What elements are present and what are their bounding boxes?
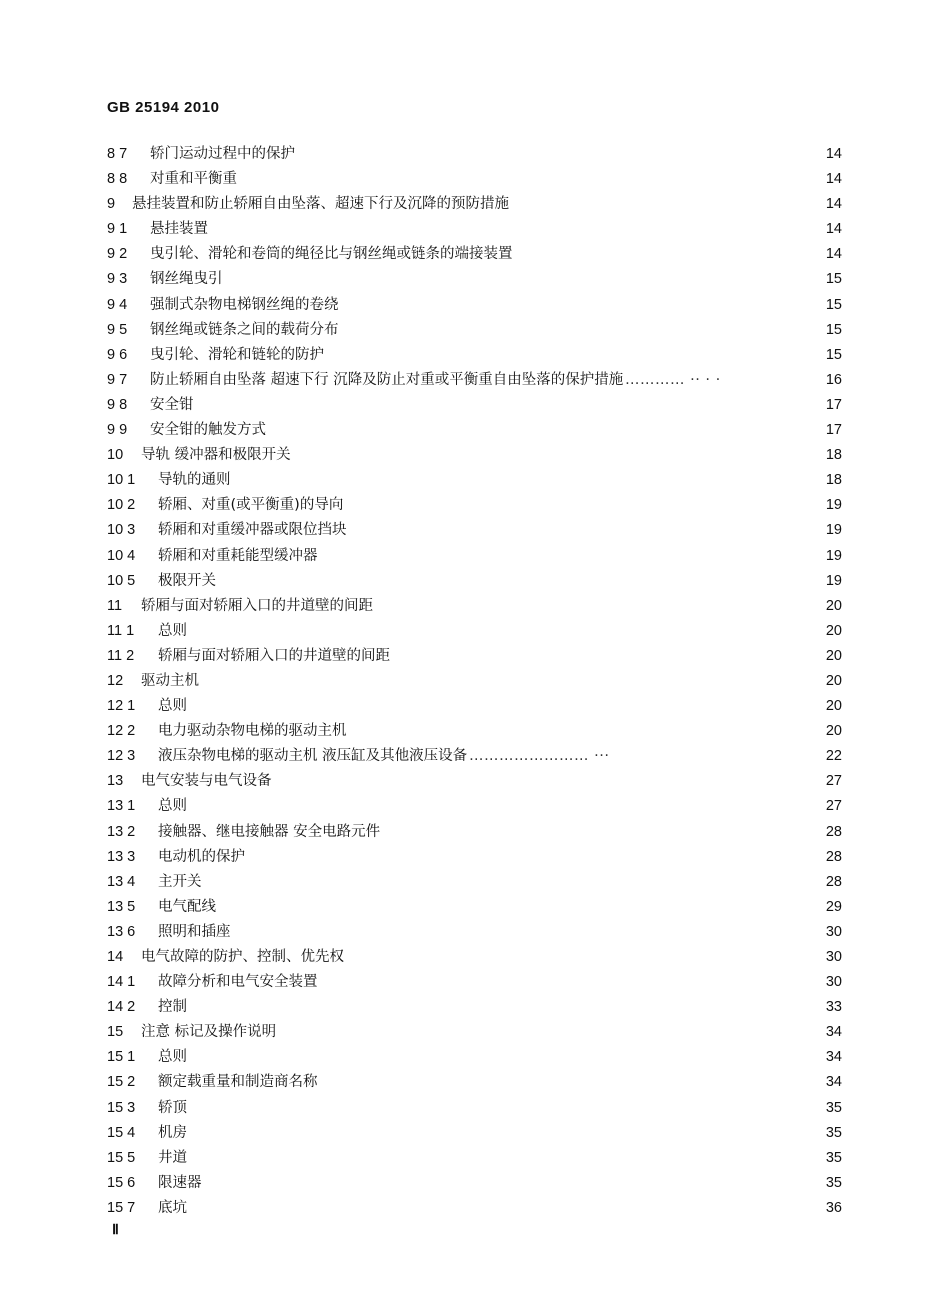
toc-entry-page: 22 bbox=[825, 748, 842, 765]
toc-entry bbox=[107, 192, 847, 217]
toc-entry-number: 9 9 bbox=[107, 422, 128, 439]
toc-entry-number: 14 2 bbox=[107, 999, 136, 1016]
toc-entry-title: 照明和插座 bbox=[158, 923, 231, 940]
toc-entry-title: 强制式杂物电梯钢丝绳的卷绕 bbox=[150, 296, 339, 313]
toc-entry-number: 15 7 bbox=[107, 1199, 136, 1216]
toc-entry-leader-dots: ………… ·· · · bbox=[625, 371, 721, 388]
toc-entry-number: 15 6 bbox=[107, 1174, 136, 1191]
toc-entry-number: 10 2 bbox=[107, 497, 136, 514]
toc-entry-page: 33 bbox=[825, 999, 842, 1016]
toc-entry bbox=[107, 619, 847, 644]
toc-entry-title: 控制 bbox=[158, 999, 187, 1016]
toc-entry-page: 35 bbox=[825, 1124, 842, 1141]
toc-entry-page: 18 bbox=[825, 472, 842, 489]
toc-entry-page: 28 bbox=[825, 873, 842, 890]
toc-entry bbox=[107, 895, 847, 920]
toc-entry-number: 15 1 bbox=[107, 1049, 136, 1066]
toc-entry-number: 15 4 bbox=[107, 1124, 136, 1141]
toc-entry bbox=[107, 217, 847, 242]
table-of-contents bbox=[107, 142, 847, 1221]
toc-entry-title: 轿厢与面对轿厢入口的井道壁的间距 bbox=[141, 597, 373, 614]
toc-entry-title: 总则 bbox=[158, 622, 187, 639]
toc-entry-page: 14 bbox=[825, 171, 842, 188]
toc-entry-page: 27 bbox=[825, 773, 842, 790]
toc-entry-page: 20 bbox=[825, 723, 842, 740]
toc-entry-title: 电动机的保护 bbox=[158, 848, 245, 865]
toc-entry-title: 轿厢、对重(或平衡重)的导向 bbox=[158, 497, 344, 514]
toc-entry-number: 9 2 bbox=[107, 246, 128, 263]
toc-entry-page: 20 bbox=[825, 597, 842, 614]
toc-entry-page: 19 bbox=[825, 572, 842, 589]
toc-entry-title: 轿厢与面对轿厢入口的井道壁的间距 bbox=[158, 647, 390, 664]
toc-entry bbox=[107, 744, 847, 769]
toc-entry-title: 钢丝绳曳引 bbox=[150, 271, 223, 288]
toc-entry-page: 14 bbox=[825, 196, 842, 213]
toc-entry-title: 总则 bbox=[158, 698, 187, 715]
toc-entry-title: 对重和平衡重 bbox=[150, 171, 237, 188]
toc-entry-title: 导轨 缓冲器和极限开关 bbox=[141, 447, 291, 464]
toc-entry-page: 14 bbox=[825, 221, 842, 238]
toc-entry-page: 35 bbox=[825, 1174, 842, 1191]
toc-entry bbox=[107, 644, 847, 669]
toc-entry bbox=[107, 1070, 847, 1095]
toc-entry-number: 11 2 bbox=[107, 647, 135, 664]
toc-entry bbox=[107, 493, 847, 518]
toc-entry bbox=[107, 769, 847, 794]
toc-entry-title: 轿门运动过程中的保护 bbox=[150, 146, 295, 162]
toc-entry-number: 11 bbox=[107, 597, 123, 614]
toc-entry-page: 15 bbox=[825, 321, 842, 338]
toc-entry-number: 12 1 bbox=[107, 698, 136, 715]
toc-entry bbox=[107, 318, 847, 343]
toc-entry bbox=[107, 167, 847, 192]
toc-entry-number: 8 8 bbox=[107, 171, 128, 188]
toc-entry-number: 15 3 bbox=[107, 1099, 136, 1116]
toc-entry-page: 35 bbox=[825, 1149, 842, 1166]
toc-entry bbox=[107, 142, 847, 167]
toc-entry-number: 11 1 bbox=[107, 622, 135, 639]
toc-entry-number: 12 bbox=[107, 672, 124, 689]
toc-entry bbox=[107, 719, 847, 744]
toc-entry-page: 20 bbox=[825, 647, 842, 664]
toc-entry-number: 13 4 bbox=[107, 873, 136, 890]
toc-entry-title: 底坑 bbox=[158, 1199, 187, 1216]
document-header: GB 25194 2010 bbox=[107, 99, 220, 116]
toc-entry-page: 15 bbox=[825, 346, 842, 363]
toc-entry-title: 导轨的通则 bbox=[158, 472, 231, 489]
toc-entry-number: 10 5 bbox=[107, 572, 136, 589]
toc-entry-page: 36 bbox=[825, 1199, 842, 1216]
toc-entry bbox=[107, 1171, 847, 1196]
toc-entry-number: 10 3 bbox=[107, 522, 136, 539]
toc-entry-page: 30 bbox=[825, 949, 842, 965]
toc-entry-title: 额定载重量和制造商名称 bbox=[158, 1074, 318, 1091]
toc-entry-number: 9 4 bbox=[107, 296, 128, 313]
toc-entry bbox=[107, 1045, 847, 1070]
toc-entry-page: 30 bbox=[825, 923, 842, 940]
toc-entry bbox=[107, 1146, 847, 1171]
toc-entry-number: 10 1 bbox=[107, 472, 136, 489]
toc-entry-number: 12 2 bbox=[107, 723, 136, 740]
toc-entry bbox=[107, 343, 847, 368]
toc-entry bbox=[107, 1121, 847, 1146]
toc-entry-leader-dots: …………………… ··· bbox=[469, 748, 610, 765]
toc-entry-number: 14 bbox=[107, 949, 124, 965]
toc-entry-title: 总则 bbox=[158, 1049, 187, 1066]
toc-entry-number: 9 5 bbox=[107, 321, 128, 338]
toc-entry-title: 悬挂装置 bbox=[150, 221, 208, 238]
toc-entry-page: 34 bbox=[825, 1024, 842, 1041]
toc-entry-page: 17 bbox=[825, 422, 842, 439]
toc-entry-page: 19 bbox=[825, 547, 842, 564]
toc-entry-title: 总则 bbox=[158, 798, 187, 815]
toc-entry-number: 13 1 bbox=[107, 798, 136, 815]
toc-entry bbox=[107, 920, 847, 945]
toc-entry bbox=[107, 468, 847, 493]
toc-entry-title: 曳引轮、滑轮和链轮的防护 bbox=[150, 346, 324, 363]
toc-entry bbox=[107, 794, 847, 819]
toc-entry-title: 主开关 bbox=[158, 873, 202, 890]
toc-entry bbox=[107, 1196, 847, 1221]
toc-entry-number: 10 4 bbox=[107, 547, 136, 564]
toc-entry-number: 9 1 bbox=[107, 221, 128, 238]
toc-entry bbox=[107, 418, 847, 443]
toc-entry-page: 27 bbox=[825, 798, 842, 815]
page-number-roman: Ⅱ bbox=[112, 1223, 119, 1238]
toc-entry bbox=[107, 267, 847, 292]
toc-entry-number: 15 5 bbox=[107, 1149, 136, 1166]
toc-entry-title: 电气安装与电气设备 bbox=[141, 773, 272, 790]
toc-entry bbox=[107, 669, 847, 694]
toc-entry bbox=[107, 393, 847, 418]
toc-entry bbox=[107, 995, 847, 1020]
toc-entry-title: 安全钳 bbox=[150, 396, 194, 413]
toc-entry-number: 9 3 bbox=[107, 271, 128, 288]
toc-entry bbox=[107, 242, 847, 267]
toc-entry-title: 电气配线 bbox=[158, 898, 216, 915]
toc-entry-title: 防止轿厢自由坠落 超速下行 沉降及防止对重或平衡重自由坠落的保护措施 bbox=[150, 371, 624, 388]
toc-entry-title: 曳引轮、滑轮和卷筒的绳径比与钢丝绳或链条的端接装置 bbox=[150, 246, 513, 263]
toc-entry bbox=[107, 569, 847, 594]
toc-entry bbox=[107, 1096, 847, 1121]
toc-entry bbox=[107, 1020, 847, 1045]
toc-entry-number: 15 2 bbox=[107, 1074, 136, 1091]
toc-entry-page: 15 bbox=[825, 271, 842, 288]
toc-entry bbox=[107, 518, 847, 543]
toc-entry-page: 20 bbox=[825, 698, 842, 715]
toc-entry-page: 15 bbox=[825, 296, 842, 313]
toc-entry bbox=[107, 870, 847, 895]
toc-entry-title: 故障分析和电气安全装置 bbox=[158, 974, 318, 991]
toc-entry-title: 机房 bbox=[158, 1124, 187, 1141]
toc-entry-page: 35 bbox=[825, 1099, 842, 1116]
toc-entry bbox=[107, 544, 847, 569]
toc-entry-page: 28 bbox=[825, 823, 842, 840]
toc-entry-page: 30 bbox=[825, 974, 842, 991]
toc-entry-page: 20 bbox=[825, 622, 842, 639]
toc-entry-title: 极限开关 bbox=[158, 572, 216, 589]
toc-entry-page: 14 bbox=[825, 246, 842, 263]
toc-entry-number: 9 6 bbox=[107, 346, 128, 363]
toc-entry-title: 井道 bbox=[158, 1149, 187, 1166]
toc-entry-title: 悬挂装置和防止轿厢自由坠落、超速下行及沉降的预防措施 bbox=[132, 196, 509, 213]
toc-entry-number: 10 bbox=[107, 447, 124, 464]
toc-entry-title: 接触器、继电接触器 安全电路元件 bbox=[158, 823, 381, 840]
toc-entry-title: 电力驱动杂物电梯的驱动主机 bbox=[158, 723, 347, 740]
toc-entry bbox=[107, 945, 847, 970]
toc-entry-number: 15 bbox=[107, 1024, 124, 1041]
toc-entry-title: 液压杂物电梯的驱动主机 液压缸及其他液压设备 bbox=[158, 748, 468, 765]
toc-entry-title: 轿顶 bbox=[158, 1099, 187, 1116]
toc-entry-page: 17 bbox=[825, 396, 842, 413]
toc-entry bbox=[107, 820, 847, 845]
toc-entry bbox=[107, 694, 847, 719]
toc-entry-number: 9 bbox=[107, 196, 116, 213]
toc-entry-title: 轿厢和对重耗能型缓冲器 bbox=[158, 547, 318, 564]
toc-entry bbox=[107, 293, 847, 318]
toc-entry-page: 34 bbox=[825, 1049, 842, 1066]
toc-entry-page: 34 bbox=[825, 1074, 842, 1091]
toc-entry bbox=[107, 443, 847, 468]
toc-entry-page: 18 bbox=[825, 447, 842, 464]
toc-entry-page: 16 bbox=[825, 371, 842, 388]
toc-entry-number: 13 2 bbox=[107, 823, 136, 840]
toc-entry bbox=[107, 368, 847, 393]
toc-entry-title: 注意 标记及操作说明 bbox=[141, 1024, 277, 1041]
toc-entry bbox=[107, 970, 847, 995]
toc-entry-title: 电气故障的防护、控制、优先权 bbox=[141, 949, 344, 965]
toc-entry-number: 12 3 bbox=[107, 748, 136, 765]
toc-entry-title: 钢丝绳或链条之间的载荷分布 bbox=[150, 321, 339, 338]
toc-entry-page: 19 bbox=[825, 497, 842, 514]
toc-entry-page: 29 bbox=[825, 898, 842, 915]
toc-entry-page: 19 bbox=[825, 522, 842, 539]
toc-entry-number: 13 6 bbox=[107, 923, 136, 940]
toc-entry-title: 安全钳的触发方式 bbox=[150, 422, 266, 439]
toc-entry-title: 限速器 bbox=[158, 1174, 202, 1191]
toc-entry-number: 13 5 bbox=[107, 898, 136, 915]
toc-entry-number: 9 8 bbox=[107, 396, 128, 413]
toc-entry-number: 8 7 bbox=[107, 146, 128, 162]
toc-entry-number: 13 bbox=[107, 773, 124, 790]
toc-entry-page: 14 bbox=[825, 146, 842, 162]
toc-entry-number: 14 1 bbox=[107, 974, 136, 991]
toc-entry-number: 9 7 bbox=[107, 371, 128, 388]
toc-entry-title: 驱动主机 bbox=[141, 672, 199, 689]
toc-entry-title: 轿厢和对重缓冲器或限位挡块 bbox=[158, 522, 347, 539]
toc-entry bbox=[107, 845, 847, 870]
toc-entry-number: 13 3 bbox=[107, 848, 136, 865]
toc-entry-page: 28 bbox=[825, 848, 842, 865]
toc-entry-page: 20 bbox=[825, 672, 842, 689]
toc-entry bbox=[107, 594, 847, 619]
